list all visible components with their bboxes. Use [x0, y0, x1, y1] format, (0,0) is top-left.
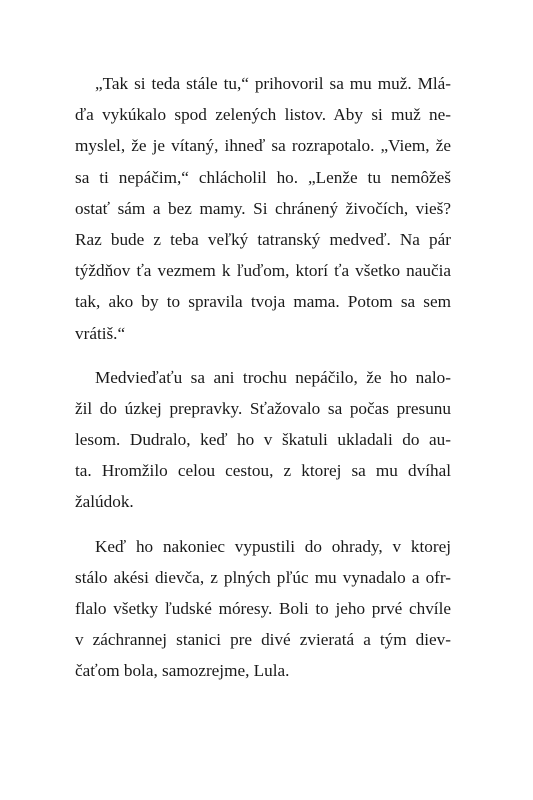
text-line: ostať sám a bez mamy. Si chránený živočích, vieš? — [75, 198, 451, 218]
text-line: čaťom bola, samozrejme, Lula. — [75, 661, 290, 681]
text-line: stálo akési dievča, z plných pľúc mu vynadalo a ofr- — [75, 567, 451, 587]
text-line: týždňov ťa vezmem k ľuďom, ktorí ťa všetko naučia — [75, 261, 451, 281]
text-line: „Tak si teda stále tu,“ prihovoril sa mu muž. Mlá- — [95, 74, 451, 93]
paragraph-2 — [75, 362, 451, 518]
paragraph-3 — [75, 531, 451, 687]
text-line: flalo všetky ľudské móresy. Boli to jeho prvé chvíle — [75, 599, 451, 618]
text-line: tak, ako by to spravila tvoja mama. Potom sa sem — [75, 292, 451, 312]
paragraph-1 — [75, 68, 451, 349]
text-line: ďa vykúkalo spod zelených listov. Aby si muž ne- — [75, 105, 451, 125]
text-line: ta. Hromžilo celou cestou, z ktorej sa mu dvíhal — [75, 461, 451, 481]
body-text — [75, 68, 451, 700]
text-line: vrátiš.“ — [75, 323, 126, 343]
text-line: žalúdok. — [75, 492, 134, 512]
text-line: lesom. Dudralo, keď ho v škatuli ukladali do au- — [75, 430, 451, 450]
text-line: sa ti nepáčim,“ chlácholil ho. „Lenže tu nemôžeš — [75, 167, 451, 187]
text-line: v záchrannej stanici pre divé zvieratá a tým diev- — [75, 630, 451, 650]
text-line: Medvieďaťu sa ani trochu nepáčilo, že ho nalo- — [95, 367, 451, 387]
text-line: žil do úzkej prepravky. Sťažovalo sa počas presunu — [75, 398, 451, 418]
text-line: Keď ho nakoniec vypustili do ohrady, v ktorej — [95, 536, 451, 556]
text-line: myslel, že je vítaný, ihneď sa rozrapotalo. „Viem, že — [75, 136, 451, 156]
text-line: Raz bude z teba veľký tatranský medveď. Na pár — [75, 229, 451, 249]
